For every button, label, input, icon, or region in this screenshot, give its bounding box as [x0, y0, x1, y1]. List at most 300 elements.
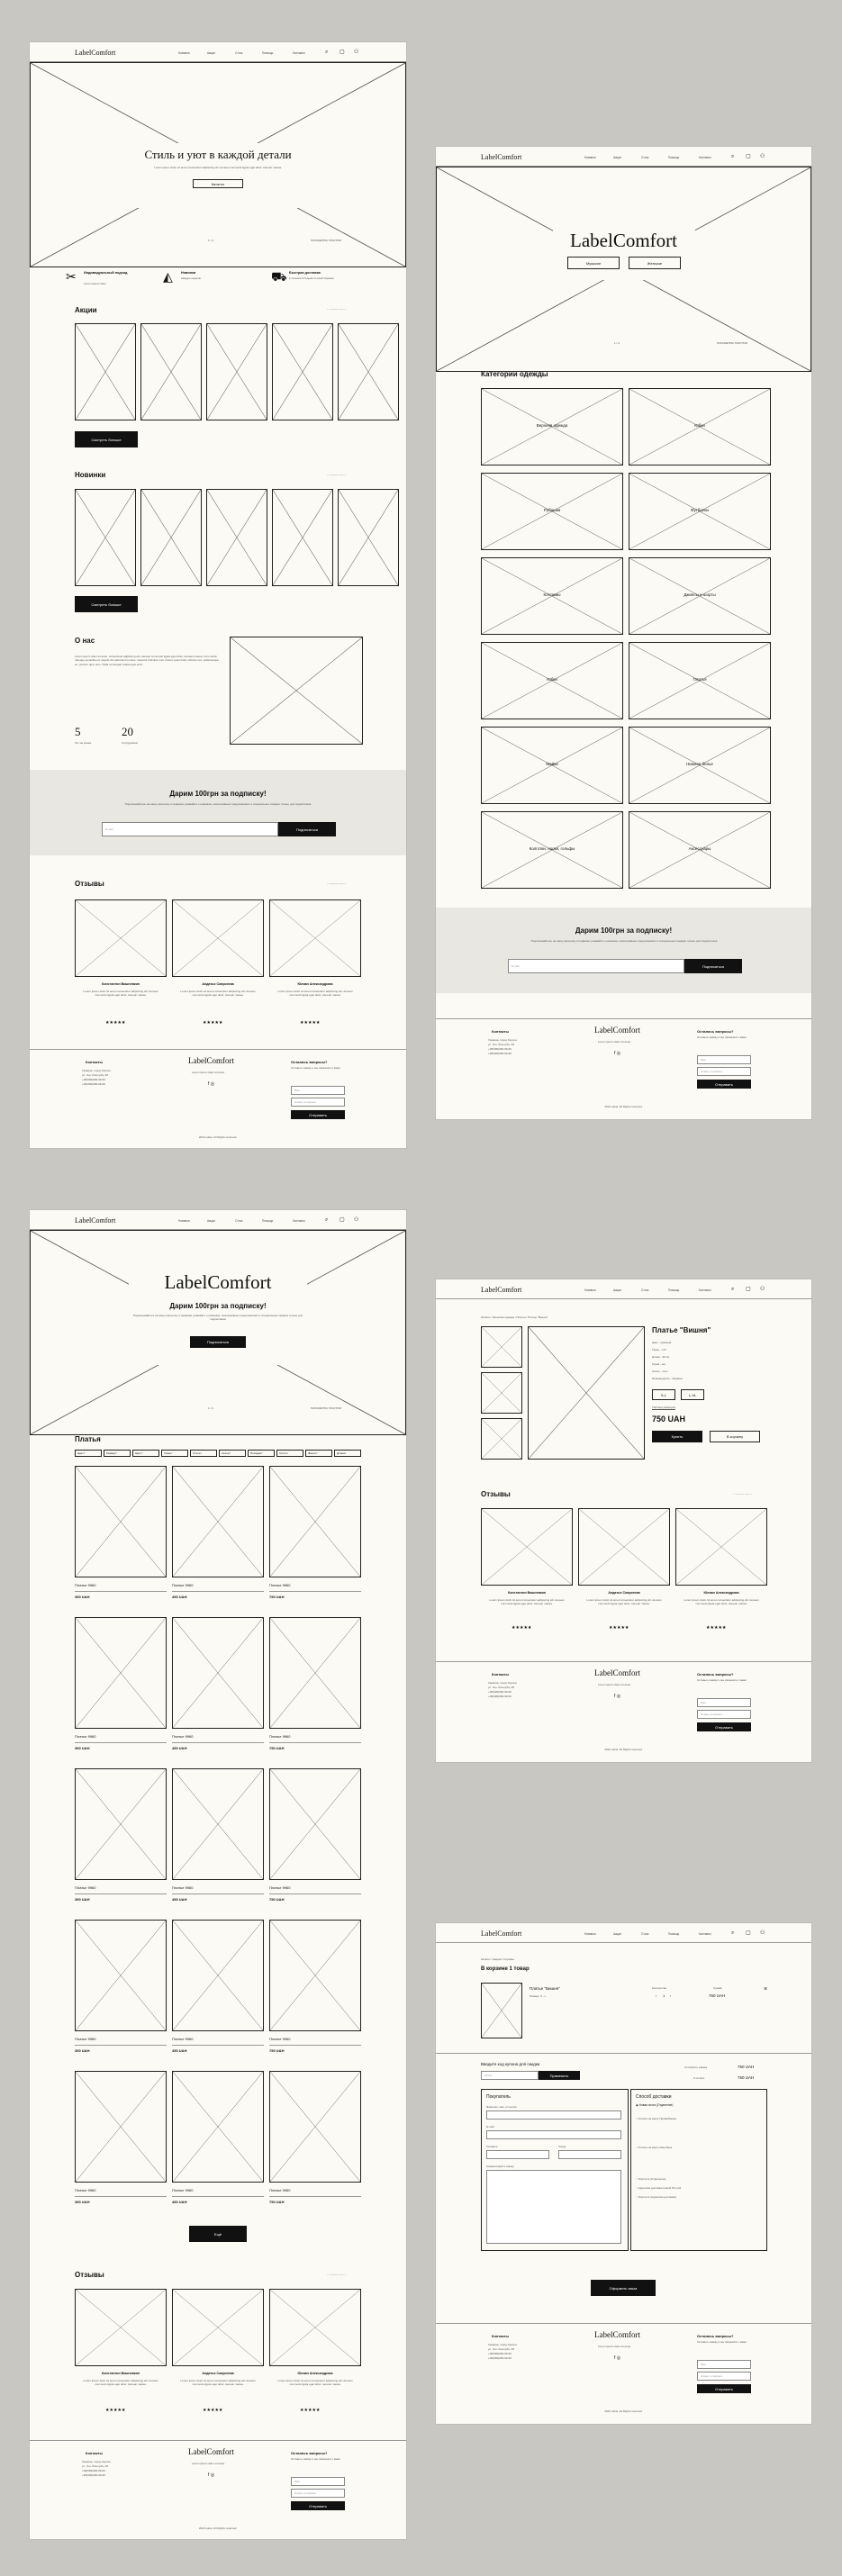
subscribe-email-input[interactable]: E-mail — [508, 959, 684, 973]
footer-logo[interactable]: LabelComfort — [594, 2330, 640, 2339]
coupon-label: Введите код купона для скидки — [481, 2062, 540, 2066]
footer-name-input[interactable]: Имя — [697, 2360, 751, 2369]
slider-counter[interactable]: 1 / 4 — [614, 341, 620, 345]
nav-item-new[interactable]: Новинки — [584, 1932, 596, 1936]
product-card-image[interactable] — [269, 1466, 361, 1577]
footer-tagline: Lorem ipsum dolor sit amet — [598, 1040, 631, 1044]
artboard-product — [435, 1279, 812, 1763]
order-total: 750 UAH — [738, 2075, 755, 2080]
size-option[interactable]: L-XL — [681, 1389, 704, 1400]
product-card-price: 390 UAH — [75, 1595, 90, 1599]
filter-dropdown[interactable] — [104, 1450, 131, 1457]
category-label: Костюмы — [543, 592, 561, 597]
category-card[interactable] — [481, 473, 623, 550]
cart-divider — [436, 2053, 811, 2054]
nav-item-about[interactable]: О нас — [235, 1219, 243, 1223]
product-card-price: 750 UAH — [269, 1897, 285, 1902]
delivery-panel — [630, 2089, 767, 2251]
order-total-label: К оплате — [693, 2076, 705, 2080]
footer-phone-input[interactable]: Номер телефона — [697, 1710, 751, 1719]
buyer-title: Покупатель — [486, 2094, 511, 2100]
filter-dropdown[interactable] — [276, 1450, 303, 1457]
product-card-price: 750 UAH — [269, 2200, 285, 2204]
product-card-divider — [75, 2045, 167, 2046]
filter-label: Посадка — [250, 1451, 261, 1455]
category-card[interactable] — [629, 557, 771, 635]
new-card[interactable] — [272, 489, 333, 586]
size-option[interactable]: S-L — [652, 1389, 675, 1400]
footer-contact-line: ул. Ген. Лизогуба, 38 — [488, 1686, 514, 1689]
promo-card[interactable] — [140, 323, 202, 420]
filter-label: Сезон — [222, 1451, 230, 1455]
about-title: О нас — [75, 637, 95, 645]
filter-dropdown[interactable] — [75, 1450, 102, 1457]
product-card-name[interactable]: Платье 9960 — [269, 2037, 291, 2041]
nav-item-sale[interactable]: Акции — [613, 1932, 621, 1936]
footer-tagline: Lorem ipsum dolor sit amet — [598, 1683, 631, 1686]
nav-item-sale[interactable]: Акции — [207, 1219, 215, 1223]
header — [436, 147, 811, 167]
product-card-image[interactable] — [172, 1768, 264, 1880]
delivery-option[interactable]: ○ Оплата на карту Монобанк — [636, 2146, 673, 2149]
product-card-name[interactable]: Платье 9960 — [269, 1885, 291, 1890]
review-stars: ★★★★★ — [300, 1020, 321, 1026]
footer-send-button[interactable]: Отправить — [697, 1080, 751, 1089]
footer-question-text: Оставьте заявку и мы свяжемся с вами — [697, 2340, 747, 2344]
review-stars: ★★★★★ — [512, 1625, 532, 1631]
footer-contact-line[interactable]: +38(099)999-99-99 — [82, 2469, 105, 2472]
footer-send-button[interactable]: Отправить — [697, 1722, 751, 1731]
product-card-image[interactable] — [172, 1466, 264, 1577]
qty-increase[interactable]: › — [670, 1993, 672, 1998]
footer-contact-line: ул. Ген. Лизогуба, 38 — [82, 1073, 108, 1077]
nav-item-about[interactable]: О нас — [641, 1288, 649, 1292]
reviews-arrows[interactable]: ←——— ——→ — [327, 881, 347, 885]
category-card[interactable] — [629, 811, 771, 889]
product-card-name[interactable]: Платье 9960 — [172, 1734, 194, 1739]
footer-contacts-title: Контакты — [492, 1029, 509, 1034]
delivery-title: Способ доставки — [636, 2094, 672, 2100]
footer-social-icons[interactable]: f ◎ — [614, 2355, 621, 2361]
footer-contact-line[interactable]: +38(099)999-99-99 — [82, 1078, 105, 1081]
review-photo — [172, 2289, 264, 2366]
catalog-men-button[interactable]: Мужское — [567, 257, 620, 269]
nav-item-sale[interactable]: Акции — [613, 156, 621, 159]
filter-label: Размер — [106, 1451, 116, 1455]
qty-decrease[interactable]: ‹ — [656, 1993, 657, 1998]
footer-contacts-title: Контакты — [86, 1060, 103, 1064]
footer-phone-input[interactable]: Номер телефона — [291, 1098, 345, 1107]
footer-contact-line[interactable]: +38(099)999-99-99 — [488, 1047, 512, 1051]
logo[interactable]: LabelComfort — [481, 1930, 522, 1938]
product-card-image[interactable] — [75, 1466, 167, 1577]
review-photo — [269, 899, 361, 977]
footer-divider — [30, 2440, 406, 2441]
cart-item-name[interactable]: Платье "Вишня" — [530, 1986, 560, 1991]
footer-tagline: Lorem ipsum dolor sit amet — [598, 2345, 631, 2348]
subscribe-button[interactable]: Подписаться — [684, 959, 742, 973]
place-order-button[interactable]: Оформить заказ — [591, 2280, 656, 2296]
nav-item-contacts[interactable]: Контакты — [699, 1288, 711, 1292]
product-card-divider — [172, 2045, 264, 2046]
promo-card[interactable] — [338, 323, 399, 420]
review-photo — [75, 899, 167, 977]
category-card[interactable] — [629, 727, 771, 804]
buyer-field-label: Город — [558, 2145, 566, 2148]
hero-links[interactable]: ПАРАМЕТРЫ ПОКУПКИ — [311, 1406, 342, 1410]
footer-copyright: 2023 Label. All Rights reserved. — [198, 1135, 238, 1139]
header — [30, 42, 406, 62]
review-photo — [269, 2289, 361, 2366]
logo[interactable]: LabelComfort — [75, 1216, 116, 1225]
product-card-name[interactable]: Платье 9960 — [75, 2037, 96, 2041]
footer-contact-line[interactable]: +38(099)999-99-99 — [488, 1690, 512, 1694]
product-card-image[interactable] — [269, 1617, 361, 1729]
footer-phone-input[interactable]: Номер телефона — [697, 2372, 751, 2381]
delivery-option[interactable]: ○ Укрпочта (Отделение) — [636, 2177, 666, 2181]
filter-dropdown[interactable] — [334, 1450, 361, 1457]
scissors-icon: ✂ — [66, 269, 77, 284]
footer-contact-line: Украина, город Херсон — [488, 1038, 517, 1042]
footer-social-icons[interactable]: f ◎ — [614, 1051, 621, 1056]
product-card-image[interactable] — [75, 1768, 167, 1880]
product-card-image[interactable] — [269, 1920, 361, 2031]
category-label: Рубашки — [543, 508, 561, 512]
product-thumb[interactable] — [481, 1418, 522, 1460]
product-card-image[interactable] — [75, 2071, 167, 2183]
search-icon[interactable]: ⌕ — [325, 50, 329, 55]
nav-item-help[interactable]: Помощь — [668, 1288, 680, 1292]
product-spec: Сезон - лето — [652, 1369, 668, 1373]
nav-item-about[interactable]: О нас — [641, 1932, 649, 1936]
buyer-phone-input[interactable] — [486, 2150, 549, 2159]
promo-card[interactable] — [272, 323, 333, 420]
logo[interactable]: LabelComfort — [75, 49, 116, 57]
footer-social-icons[interactable]: f ◎ — [614, 1694, 621, 1699]
cart-qty[interactable]: 1 — [663, 1993, 665, 1998]
footer-send-button[interactable]: Отправить — [291, 1110, 345, 1119]
category-card[interactable] — [481, 727, 623, 804]
category-label: Нижнее белье — [686, 762, 713, 766]
buy-button[interactable]: Купить — [652, 1431, 702, 1442]
category-card[interactable] — [481, 811, 623, 889]
product-card-image[interactable] — [75, 1617, 167, 1729]
footer-logo[interactable]: LabelComfort — [188, 1056, 234, 1065]
category-card[interactable] — [629, 642, 771, 719]
footer-name-input[interactable]: Имя — [291, 1086, 345, 1095]
footer-contact-line: ул. Ген. Лизогуба, 38 — [82, 2464, 108, 2468]
search-icon[interactable]: ⌕ — [731, 1930, 735, 1936]
nav-item-new[interactable]: Новинки — [178, 51, 190, 55]
footer-contact-line[interactable]: +38(099)999-99-99 — [488, 2352, 512, 2355]
reviews-arrows[interactable]: ←——— ——→ — [327, 2273, 347, 2276]
feature-title-1: Индивидуальный подход — [84, 271, 128, 275]
product-card-image[interactable] — [269, 2071, 361, 2183]
footer-name-input[interactable]: Имя — [697, 1055, 751, 1064]
nav-item-sale[interactable]: Акции — [207, 51, 215, 55]
footer-contact-line[interactable]: +38(099)999-99-99 — [488, 1695, 512, 1698]
review-text: Lorem ipsum dolor sit amet consectetur adipiscing elit. Aenean commodo ligula eget dolor. Aenean massa. — [83, 990, 158, 997]
product-card-divider — [269, 2196, 361, 2197]
new-card[interactable] — [140, 489, 202, 586]
footer-copyright: 2023 Label. All Rights reserved. — [604, 2409, 643, 2413]
footer-copyright: 2023 Label. All Rights reserved. — [604, 1105, 643, 1108]
nav-item-contacts[interactable]: Контакты — [293, 51, 305, 55]
catalog-women-button[interactable]: Женское — [629, 257, 681, 269]
apply-coupon-button[interactable]: Применить — [539, 2071, 580, 2080]
nav-item-new[interactable]: Новинки — [584, 156, 596, 159]
dresses-hero-button[interactable]: Подписаться — [190, 1336, 246, 1348]
product-card-image[interactable] — [172, 1920, 264, 2031]
search-icon[interactable]: ⌕ — [731, 1287, 735, 1292]
logo[interactable]: LabelComfort — [481, 153, 522, 161]
new-see-more-button[interactable]: Смотреть больше — [75, 596, 138, 612]
catalog-hero-title: LabelComfort — [570, 230, 677, 251]
product-card-price: 390 UAH — [75, 2048, 90, 2053]
filter-dropdown[interactable] — [132, 1450, 159, 1457]
footer-social-icons[interactable]: f ◎ — [208, 2472, 215, 2478]
filter-label: Фасон — [308, 1451, 316, 1455]
about-text: Lorem ipsum dolor sit amet, consectetur adipiscing elit. Aenean commodo ligula eget dolor. Aenean massa. Cum sociis natoque penatibus et magnis dis parturient montes, nascetur ridiculus mus. Donec quam felis, ultricies nec, pellentesque eu, pretium quis, sem. Nulla consequat massa quis enim. — [75, 655, 219, 666]
footer-contact-line: Украина, город Херсон — [488, 1681, 517, 1685]
footer-send-button[interactable]: Отправить — [697, 2384, 751, 2393]
footer-phone-input[interactable]: Номер телефона — [697, 1067, 751, 1076]
header — [30, 1210, 406, 1230]
footer-question-title: Остались вопросы? — [697, 2334, 734, 2338]
review-text: Lorem ipsum dolor sit amet consectetur adipiscing elit. Aenean commodo ligula eget dolor. Aenean massa. — [83, 2379, 158, 2386]
review-text: Lorem ipsum dolor sit amet consectetur adipiscing elit. Aenean commodo ligula eget dolor. Aenean massa. — [277, 2379, 353, 2386]
review-photo — [578, 1508, 670, 1586]
review-text: Lorem ipsum dolor sit amet consectetur adipiscing elit. Aenean commodo ligula eget dolor. Aenean massa. — [180, 990, 256, 997]
cart-item-price: 750 UAH — [709, 1993, 726, 1998]
header — [436, 1279, 811, 1299]
subscribe-title: Дарим 100грн за подписку! — [169, 790, 267, 798]
chevron-down-icon: ˅ — [115, 1451, 118, 1455]
user-icon[interactable]: ⚇ — [760, 154, 765, 159]
footer-question-title: Остались вопросы? — [291, 1060, 328, 1064]
footer-question-text: Оставьте заявку и мы свяжемся с вами — [697, 1678, 747, 1682]
footer-divider — [436, 1018, 811, 1019]
reviews-title: Отзывы — [481, 1490, 511, 1498]
product-card-name[interactable]: Платье 9960 — [172, 1583, 194, 1587]
footer-send-button[interactable]: Отправить — [291, 2501, 345, 2510]
footer-question-title: Остались вопросы? — [291, 2451, 328, 2455]
footer-logo[interactable]: LabelComfort — [594, 1026, 640, 1035]
nav-item-help[interactable]: Помощь — [262, 1219, 274, 1223]
remove-item-icon[interactable]: × — [764, 1986, 768, 1993]
order-cost-label: Стоимость заказа — [684, 2065, 707, 2069]
cart-qty-label: Количество — [652, 1986, 667, 1990]
promo-arrows[interactable]: ←——— ——→ — [327, 307, 347, 311]
coupon-input[interactable]: Купон — [481, 2071, 539, 2080]
product-card-divider — [75, 1742, 167, 1743]
product-card-image[interactable] — [172, 1617, 264, 1729]
hero-catalog-button[interactable]: Каталог — [193, 179, 243, 188]
footer-divider — [30, 1049, 406, 1050]
search-icon[interactable]: ⌕ — [325, 1217, 329, 1223]
product-card-name[interactable]: Платье 9960 — [269, 1583, 291, 1587]
footer-logo[interactable]: LabelComfort — [188, 2447, 234, 2456]
product-card-divider — [269, 1591, 361, 1592]
buyer-email-input[interactable] — [486, 2130, 621, 2139]
truck-icon: ⛟ — [271, 269, 287, 284]
footer-contact-line[interactable]: +38(099)999-99-99 — [488, 1052, 512, 1055]
footer-contact-line[interactable]: +38(099)999-99-99 — [82, 1082, 105, 1086]
hero-links[interactable]: ПАРАМЕТРЫ ПОКУПКИ — [717, 341, 748, 345]
hero-links[interactable]: ПАРАМЕТРЫ ПОКУПКИ — [311, 239, 342, 242]
product-thumb[interactable] — [481, 1372, 522, 1414]
filter-label: Стиль — [193, 1451, 201, 1455]
nav-item-sale[interactable]: Акции — [613, 1288, 621, 1292]
product-card-name[interactable]: Платье 9960 — [75, 2188, 96, 2192]
bag-icon[interactable]: ▢ — [746, 1930, 751, 1936]
footer-name-input[interactable]: Имя — [291, 2477, 345, 2486]
category-label: Юбки — [694, 423, 705, 428]
product-card-name[interactable]: Платье 9960 — [75, 1583, 96, 1587]
promo-see-more-button[interactable]: Смотреть больше — [75, 431, 138, 447]
add-to-cart-button[interactable]: В корзину — [710, 1431, 760, 1442]
footer-contacts-title: Контакты — [86, 2451, 103, 2455]
product-card-price: 750 UAH — [269, 1746, 285, 1750]
product-card-divider — [269, 2045, 361, 2046]
product-card-price: 390 UAH — [75, 2200, 90, 2204]
bag-icon[interactable]: ▢ — [340, 50, 345, 55]
product-card-name[interactable]: Платье 9960 — [75, 1885, 96, 1890]
artboard-dresses — [29, 1209, 407, 2540]
product-card-name[interactable]: Платье 9960 — [172, 2037, 194, 2041]
new-card[interactable] — [75, 489, 136, 586]
buyer-comment-textarea[interactable] — [486, 2170, 621, 2244]
promo-card[interactable] — [75, 323, 136, 420]
subscribe-button[interactable]: Подписаться — [278, 822, 336, 836]
delivery-option[interactable]: ○ Укрпочта (Адресная доставка) — [636, 2195, 676, 2199]
delivery-option[interactable]: ○ Адресная доставка Новой Почтой — [636, 2186, 682, 2190]
new-card[interactable] — [206, 489, 267, 586]
review-text: Lorem ipsum dolor sit amet consectetur adipiscing elit. Aenean commodo ligula eget dolor. Aenean massa. — [489, 1598, 565, 1605]
footer-logo[interactable]: LabelComfort — [594, 1668, 640, 1677]
stat-staff-value: 20 — [122, 725, 133, 738]
delivery-option-label: Новая почта (Отделение) — [638, 2103, 674, 2107]
category-card[interactable] — [481, 388, 623, 465]
dresses-more-button[interactable]: Ещё — [189, 2226, 247, 2242]
footer-contact-line: ул. Ген. Лизогуба, 38 — [488, 2347, 514, 2351]
buyer-city-input[interactable] — [558, 2150, 621, 2159]
footer-phone-input[interactable]: Номер телефона — [291, 2489, 345, 2498]
feature-title-3: Быстрая доставка — [289, 271, 321, 275]
nav-item-contacts[interactable]: Контакты — [699, 1932, 711, 1936]
nav-item-help[interactable]: Помощь — [668, 156, 680, 159]
product-card-name[interactable]: Платье 9960 — [172, 1885, 194, 1890]
promo-card[interactable] — [206, 323, 267, 420]
subscribe-email-input[interactable]: E-mail — [102, 822, 278, 836]
nav-item-about[interactable]: О нас — [641, 156, 649, 159]
category-card[interactable] — [629, 473, 771, 550]
search-icon[interactable]: ⌕ — [731, 154, 735, 159]
filter-dropdown[interactable] — [219, 1450, 246, 1457]
cart-sum-label: Сумма — [713, 1986, 722, 1990]
filter-dropdown[interactable] — [161, 1450, 188, 1457]
chevron-down-icon: ˅ — [200, 1451, 203, 1455]
product-card-name[interactable]: Платье 9960 — [269, 1734, 291, 1739]
footer-name-input[interactable]: Имя — [697, 1698, 751, 1707]
product-main-image — [528, 1326, 645, 1460]
footer-divider — [436, 1661, 811, 1662]
nav-item-new[interactable]: Новинки — [178, 1219, 190, 1223]
logo[interactable]: LabelComfort — [481, 1286, 522, 1294]
dresses-hero-sub: Дарим 100грн за подписку! — [169, 1302, 267, 1310]
breadcrumb[interactable]: Каталог / Женская одежда / Платья / Платье "Вишня" — [481, 1315, 548, 1319]
cart-title: В корзине 1 товар — [481, 1966, 530, 1972]
size-table-link[interactable]: Таблица размеров — [652, 1406, 675, 1409]
footer-contact-line: Украина, город Херсон — [82, 2460, 111, 2463]
product-card-name[interactable]: Платье 9960 — [75, 1734, 96, 1739]
category-label: Верхняя одежда — [536, 423, 568, 428]
user-icon[interactable]: ⚇ — [760, 1287, 765, 1292]
bag-icon[interactable]: ▢ — [746, 1287, 751, 1292]
review-text: Lorem ipsum dolor sit amet consectetur adipiscing elit. Aenean commodo ligula eget dolor. Aenean massa. — [277, 990, 353, 997]
nav-item-contacts[interactable]: Контакты — [699, 156, 711, 159]
bag-icon[interactable]: ▢ — [340, 1217, 345, 1223]
product-card-image[interactable] — [269, 1768, 361, 1880]
nav-item-new[interactable]: Новинки — [584, 1288, 596, 1292]
product-thumb[interactable] — [481, 1326, 522, 1368]
slider-counter[interactable]: 1 / 4 — [208, 239, 213, 242]
delivery-option-label: Укрпочта (Отделение) — [638, 2177, 666, 2181]
filter-label: Ткань — [164, 1451, 171, 1455]
delivery-option[interactable]: ○ Оплата на карту ПриватБанка — [636, 2117, 676, 2120]
product-card-name[interactable]: Платье 9960 — [269, 2188, 291, 2192]
new-arrows[interactable]: ←——— ——→ — [327, 473, 347, 476]
bag-icon[interactable]: ▢ — [746, 154, 751, 159]
stat-staff-label: Сотрудников — [122, 741, 138, 745]
category-card[interactable] — [481, 557, 623, 635]
nav-item-about[interactable]: О нас — [235, 51, 243, 55]
nav-item-contacts[interactable]: Контакты — [293, 1219, 305, 1223]
user-icon[interactable]: ⚇ — [760, 1930, 765, 1936]
filter-dropdown[interactable] — [190, 1450, 217, 1457]
review-stars: ★★★★★ — [105, 1020, 126, 1026]
nav-item-help[interactable]: Помощь — [668, 1932, 680, 1936]
category-card[interactable] — [481, 642, 623, 719]
footer-contact-line[interactable]: +38(099)999-99-99 — [82, 2473, 105, 2477]
footer-contact-line[interactable]: +38(099)999-99-99 — [488, 2356, 512, 2360]
product-card-name[interactable]: Платье 9960 — [172, 2188, 194, 2192]
review-text: Lorem ipsum dolor sit amet consectetur adipiscing elit. Aenean commodo ligula eget dolor. Aenean massa. — [684, 1598, 759, 1605]
category-card[interactable] — [629, 388, 771, 465]
product-card-image[interactable] — [75, 1920, 167, 2031]
filter-dropdown[interactable] — [305, 1450, 332, 1457]
footer-contact-line: Украина, город Херсон — [488, 2343, 517, 2346]
delivery-option[interactable]: ◉ Новая почта (Отделение) — [636, 2103, 674, 2107]
footer-social-icons[interactable]: f ◎ — [208, 1081, 215, 1087]
footer-tagline: Lorem ipsum dolor sit amet — [192, 1071, 225, 1074]
breadcrumb[interactable]: Каталог товаров / Корзина — [481, 1957, 514, 1961]
product-card-image[interactable] — [172, 2071, 264, 2183]
nav-item-help[interactable]: Помощь — [262, 51, 274, 55]
slider-counter[interactable]: 1 / 4 — [208, 1406, 213, 1410]
product-title: Платье "Вишня" — [652, 1326, 711, 1334]
user-icon[interactable]: ⚇ — [354, 1217, 359, 1223]
footer-contacts-title: Контакты — [492, 2334, 509, 2338]
buyer-name-input[interactable] — [486, 2111, 621, 2120]
filter-dropdown[interactable] — [248, 1450, 275, 1457]
footer-contacts-title: Контакты — [492, 1672, 509, 1677]
product-card-price: 390 UAH — [75, 1897, 90, 1902]
reviews-arrows[interactable]: ←——— ——→ — [733, 1492, 753, 1496]
subscribe-band — [436, 908, 811, 993]
user-icon[interactable]: ⚇ — [354, 50, 359, 55]
new-card[interactable] — [338, 489, 399, 586]
